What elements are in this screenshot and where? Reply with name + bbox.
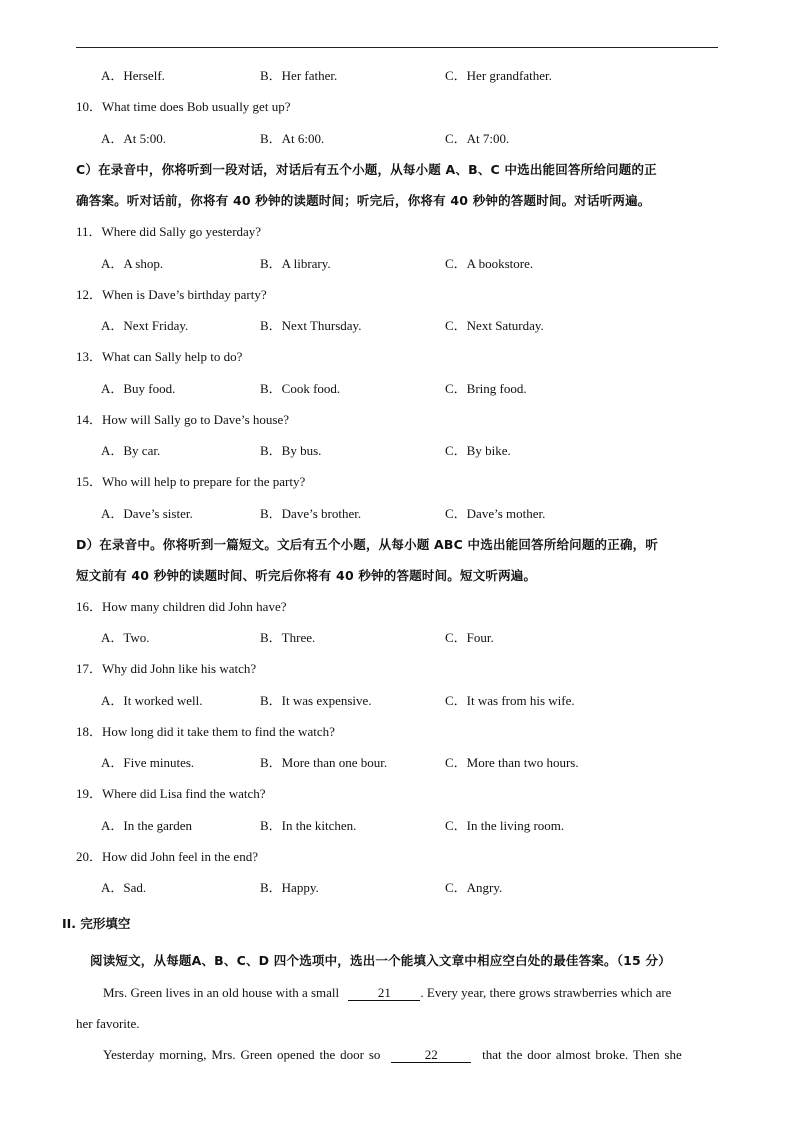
passage-text: that the door almost broke. Then she bbox=[482, 1047, 682, 1062]
q13-option-c[interactable]: C．Bring food. bbox=[445, 381, 527, 396]
q15-option-c[interactable]: C．Dave’s mother. bbox=[445, 506, 546, 521]
q15-stem: 15．Who will help to prepare for the party? bbox=[76, 474, 306, 489]
q16-stem: 16．How many children did John have? bbox=[76, 599, 287, 614]
q10-option-b[interactable]: B．At 6:00. bbox=[260, 131, 325, 146]
q18-option-b[interactable]: B．More than one bour. bbox=[260, 755, 388, 770]
q11-option-b[interactable]: B．A library. bbox=[260, 256, 331, 271]
q12-option-b[interactable]: B．Next Thursday. bbox=[260, 318, 362, 333]
q13-option-b[interactable]: B．Cook food. bbox=[260, 381, 341, 396]
q17-option-a[interactable]: A．It worked well. bbox=[101, 693, 203, 708]
q18-stem: 18．How long did it take them to find the watch? bbox=[76, 724, 335, 739]
passage-text: . Every year, there grows strawberries which are bbox=[420, 985, 672, 1000]
q20-stem: 20．How did John feel in the end? bbox=[76, 849, 258, 864]
q15-option-a[interactable]: A．Dave’s sister. bbox=[101, 506, 193, 521]
section-ii-title: II. 完形填空 bbox=[62, 916, 131, 931]
q15-option-b[interactable]: B．Dave’s brother. bbox=[260, 506, 362, 521]
section-d-instruction-line2: 短文前有 40 秒钟的读题时间、听完后你将有 40 秒钟的答题时间。短文听两遍。 bbox=[76, 568, 537, 583]
q18-option-c[interactable]: C．More than two hours. bbox=[445, 755, 579, 770]
q13-option-a[interactable]: A．Buy food. bbox=[101, 381, 176, 396]
blank-21[interactable]: 21 bbox=[348, 986, 420, 1001]
q17-option-c[interactable]: C．It was from his wife. bbox=[445, 693, 575, 708]
q14-option-a[interactable]: A．By car. bbox=[101, 443, 161, 458]
q13-stem: 13．What can Sally help to do? bbox=[76, 349, 243, 364]
q9-option-b[interactable]: B．Her father. bbox=[260, 68, 338, 83]
q12-stem: 12．When is Dave’s birthday party? bbox=[76, 287, 267, 302]
q20-option-a[interactable]: A．Sad. bbox=[101, 880, 147, 895]
q9-option-c[interactable]: C．Her grandfather. bbox=[445, 68, 552, 83]
q16-option-b[interactable]: B．Three. bbox=[260, 630, 316, 645]
q20-option-b[interactable]: B．Happy. bbox=[260, 880, 319, 895]
passage-line-2: her favorite. bbox=[76, 1016, 140, 1031]
q19-option-a[interactable]: A．In the garden bbox=[101, 818, 192, 833]
q14-option-c[interactable]: C．By bike. bbox=[445, 443, 511, 458]
q18-option-a[interactable]: A．Five minutes. bbox=[101, 755, 195, 770]
q16-option-a[interactable]: A．Two. bbox=[101, 630, 150, 645]
q17-stem: 17．Why did John like his watch? bbox=[76, 661, 257, 676]
q11-option-c[interactable]: C．A bookstore. bbox=[445, 256, 534, 271]
q14-stem: 14．How will Sally go to Dave’s house? bbox=[76, 412, 290, 427]
section-c-instruction-line1: C）在录音中，你将听到一段对话，对话后有五个小题，从每小题 A、B、C 中选出能回答所给问题的正 bbox=[76, 162, 657, 177]
q11-option-a[interactable]: A．A shop. bbox=[101, 256, 164, 271]
q10-stem: 10．What time does Bob usually get up? bbox=[76, 99, 291, 114]
section-c-instruction-line2: 确答案。听对话前，你将有 40 秒钟的读题时间；听完后，你将有 40 秒钟的答题时间。对话听两遍。 bbox=[76, 193, 651, 208]
q10-option-c[interactable]: C．At 7:00. bbox=[445, 131, 510, 146]
passage-text: Mrs. Green lives in an old house with a small bbox=[103, 985, 340, 1000]
section-ii-instruction: 阅读短文，从每题A、B、C、D 四个选项中，选出一个能填入文章中相应空白处的最佳答案。（15 分） bbox=[90, 953, 671, 968]
q19-option-c[interactable]: C．In the living room. bbox=[445, 818, 565, 833]
q19-stem: 19．Where did Lisa find the watch? bbox=[76, 786, 266, 801]
section-d-instruction-line1: D）在录音中。你将听到一篇短文。文后有五个小题，从每小题 ABC 中选出能回答所给问题的正确，听 bbox=[76, 537, 659, 552]
q12-option-c[interactable]: C．Next Saturday. bbox=[445, 318, 544, 333]
passage-text: Yesterday morning, Mrs. Green opened the door so bbox=[103, 1047, 381, 1062]
q9-option-a[interactable]: A．Herself. bbox=[101, 68, 165, 83]
q10-option-a[interactable]: A．At 5:00. bbox=[101, 131, 167, 146]
q19-option-b[interactable]: B．In the kitchen. bbox=[260, 818, 357, 833]
q17-option-b[interactable]: B．It was expensive. bbox=[260, 693, 372, 708]
q11-stem: 11．Where did Sally go yesterday? bbox=[76, 224, 262, 239]
passage-line-3 bbox=[76, 1047, 718, 1063]
q14-option-b[interactable]: B．By bus. bbox=[260, 443, 322, 458]
blank-22[interactable]: 22 bbox=[391, 1048, 471, 1063]
q12-option-a[interactable]: A．Next Friday. bbox=[101, 318, 189, 333]
passage-line-1 bbox=[76, 985, 718, 1001]
q20-option-c[interactable]: C．Angry. bbox=[445, 880, 503, 895]
q16-option-c[interactable]: C．Four. bbox=[445, 630, 494, 645]
header-rule bbox=[76, 47, 718, 48]
